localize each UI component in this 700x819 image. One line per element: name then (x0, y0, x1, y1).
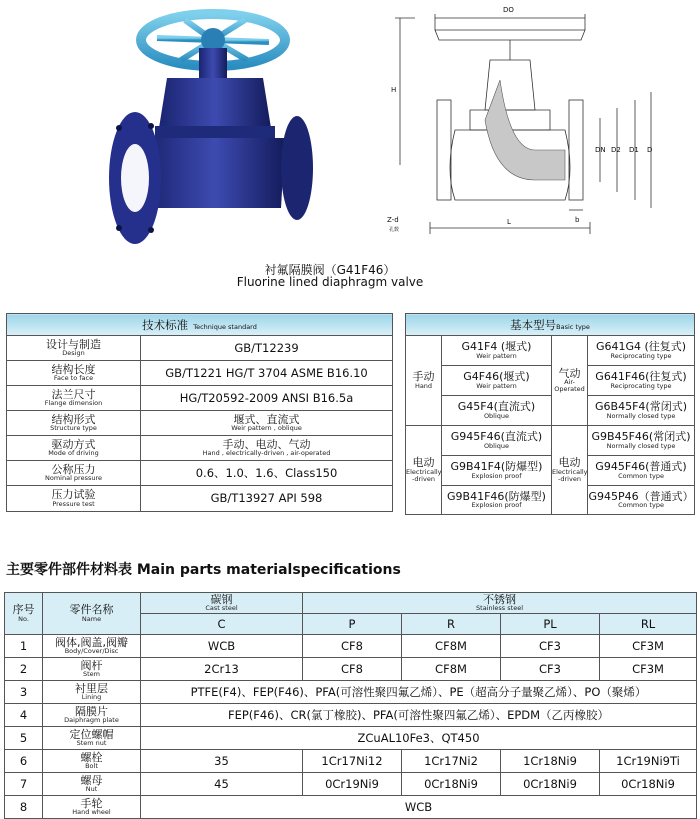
basic-item: G41F4 (堰式) Weir pattern (442, 336, 552, 366)
table-row (5, 681, 697, 704)
tech-value: 堰式、直流式 Weir pattern , oblique (141, 411, 393, 436)
cell: 0Cr18Ni9 (600, 773, 697, 796)
valve-section-drawing (385, 0, 685, 245)
tech-label: 驱动方式 Mode of driving (7, 436, 141, 461)
basic-item: G9B41F46(防爆型) Explosion proof (442, 486, 552, 515)
table-row (5, 773, 697, 796)
grade-header: RL (600, 614, 697, 635)
table-row (5, 727, 697, 750)
header-name: 零件名称 Name (43, 593, 141, 635)
cell: CF3 (501, 635, 600, 658)
row-no: 8 (5, 796, 43, 819)
basic-item: G4F46(堰式) Weir pattern (442, 366, 552, 396)
dim-b: b (575, 216, 580, 224)
grade-header: C (141, 614, 303, 635)
tech-label: 设计与制造 Design (7, 336, 141, 361)
cell: 45 (141, 773, 303, 796)
dim-d2: D2 (611, 146, 621, 154)
cell-span: FEP(F46)、CR(氯丁橡胶)、PFA(可溶性聚四氟乙烯）、EPDM（乙丙橡胶） (141, 704, 697, 727)
basic-item: G945F46(普通式) Common type (588, 456, 695, 486)
table-row (5, 750, 697, 773)
valve-photo (105, 8, 315, 253)
basic-item: G9B45F46(常闭式) Normally closed type (588, 426, 695, 456)
part-name: 阀体,阀盖,阀瓣 Body/Cover/Disc (43, 635, 141, 658)
table-row (5, 658, 697, 681)
part-name: 定位螺帽 Stem nut (43, 727, 141, 750)
row-no: 4 (5, 704, 43, 727)
elec-group-label: 电动 Electrically -driven (406, 426, 442, 515)
row-no: 3 (5, 681, 43, 704)
row-no: 2 (5, 658, 43, 681)
grade-header: P (303, 614, 402, 635)
elec-group-label: 电动 Electrically -driven (552, 426, 588, 515)
cell: CF8 (303, 658, 402, 681)
header-no: 序号 No. (5, 593, 43, 635)
part-name: 衬里层 Lining (43, 681, 141, 704)
cell: 0Cr18Ni9 (402, 773, 501, 796)
grade-header: PL (501, 614, 600, 635)
materials-table (4, 592, 697, 819)
tech-value: HG/T20592-2009 ANSI B16.5a (141, 386, 393, 411)
part-name: 手轮 Hand wheel (43, 796, 141, 819)
cell-span: WCB (141, 796, 697, 819)
basic-item: G945F46(直流式) Oblique (442, 426, 552, 456)
dim-d1: D1 (629, 146, 639, 154)
cell: 1Cr19Ni9Ti (600, 750, 697, 773)
basic-header: 基本型号Basic type (406, 314, 695, 336)
product-caption-en: Fluorine lined diaphragm valve (236, 275, 424, 289)
tech-value: 手动、电动、气动 Hand , electrically-driven , air-operated (141, 436, 393, 461)
technique-standard-table (6, 313, 393, 512)
cell: CF8M (402, 635, 501, 658)
part-name: 螺母 Nut (43, 773, 141, 796)
product-caption-cn: 衬氟隔膜阀（G41F46） (264, 263, 396, 277)
dim-dn: DN (595, 146, 606, 154)
header-stainless-steel: 不锈钢 Stainless steel (303, 593, 697, 614)
dim-h: H (391, 86, 397, 94)
dim-do: DO (503, 6, 514, 14)
cell: CF8 (303, 635, 402, 658)
dim-l: L (507, 218, 511, 226)
part-name: 螺栓 Bolt (43, 750, 141, 773)
table-row (5, 796, 697, 819)
cell: 1Cr18Ni9 (501, 750, 600, 773)
materials-section-title: 主要零件部件材料表 Main parts materialspecifications (6, 562, 401, 578)
cell: CF3M (600, 635, 697, 658)
cell: CF8M (402, 658, 501, 681)
cell: 1Cr17Ni12 (303, 750, 402, 773)
row-no: 5 (5, 727, 43, 750)
basic-item: G9B41F4(防爆型) Explosion proof (442, 456, 552, 486)
tech-value: GB/T12239 (141, 336, 393, 361)
cell: 0Cr19Ni9 (303, 773, 402, 796)
basic-item: G641F46(往复式) Reciprocating type (588, 366, 695, 396)
tech-value: 0.6、1.0、1.6、Class150 (141, 461, 393, 486)
basic-item: G641G4 (往复式) Reciprocating type (588, 336, 695, 366)
basic-item: G945P46（普通式） Common type (588, 486, 695, 515)
cell-span: ZCuAL10Fe3、QT450 (141, 727, 697, 750)
cell: WCB (141, 635, 303, 658)
tech-value: GB/T1221 HG/T 3704 ASME B16.10 (141, 361, 393, 386)
basic-item: G6B45F4(常闭式) Normally closed type (588, 396, 695, 426)
tech-label: 压力试验 Pressure test (7, 486, 141, 512)
cell: 0Cr18Ni9 (501, 773, 600, 796)
cell: 35 (141, 750, 303, 773)
cell: 1Cr17Ni2 (402, 750, 501, 773)
table-row (5, 704, 697, 727)
hand-group-label: 手动 Hand (406, 336, 442, 426)
grade-header: R (402, 614, 501, 635)
cell: 2Cr13 (141, 658, 303, 681)
basic-item: G45F4(直流式) Oblique (442, 396, 552, 426)
header-cast-steel: 碳钢 Cast steel (141, 593, 303, 614)
cell-span: PTFE(F4)、FEP(F46)、PFA(可溶性聚四氟乙烯）、PE（超高分子量聚乙烯）、PO（聚烯） (141, 681, 697, 704)
cell: CF3 (501, 658, 600, 681)
air-group-label: 气动 Air-Operated (552, 336, 588, 426)
table-row (5, 635, 697, 658)
tech-value: GB/T13927 API 598 (141, 486, 393, 512)
row-no: 6 (5, 750, 43, 773)
tech-label: 法兰尺寸 Flange dimension (7, 386, 141, 411)
tech-label: 公称压力 Nominal pressure (7, 461, 141, 486)
part-name: 隔膜片 Daiphragm plate (43, 704, 141, 727)
row-no: 7 (5, 773, 43, 796)
part-name: 阀杆 Stem (43, 658, 141, 681)
tech-label: 结构长度 Face to face (7, 361, 141, 386)
basic-type-table (405, 313, 695, 515)
row-no: 1 (5, 635, 43, 658)
dim-d: D (647, 146, 653, 154)
cell: CF3M (600, 658, 697, 681)
dim-zd: Z-d (387, 216, 399, 224)
dim-hole-count: 孔数 (389, 227, 400, 233)
tech-header: 技术标准 Technique standard (7, 314, 393, 336)
tech-label: 结构形式 Structure type (7, 411, 141, 436)
